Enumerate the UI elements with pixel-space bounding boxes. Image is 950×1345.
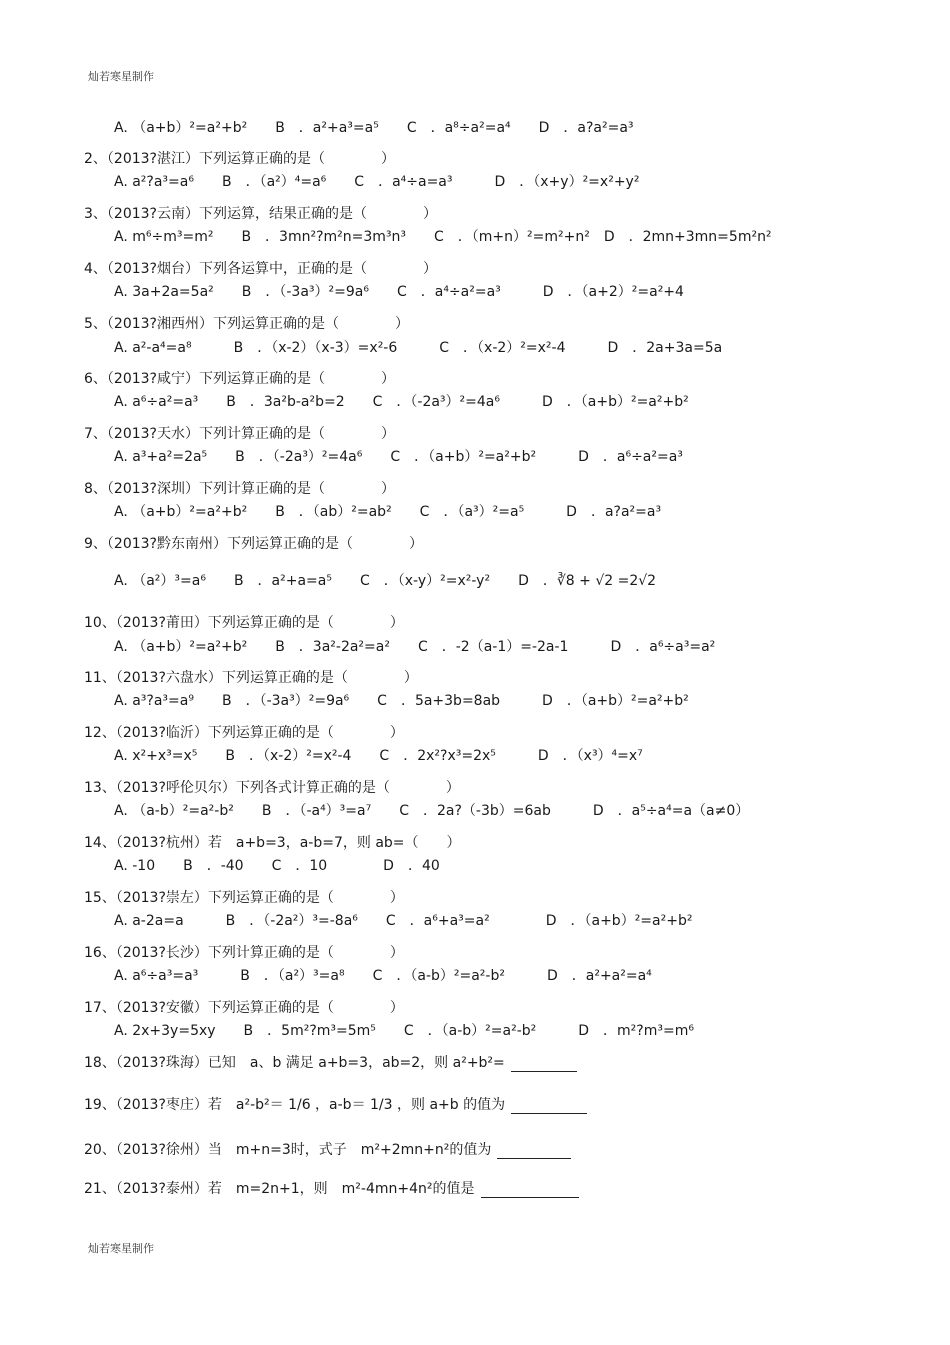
q17-options: A. 2x+3y=5xy B ．5m²?m³=5m⁵ C ．（a-b）²=a²-b² D ．m²?m³=m⁶ [114, 1023, 694, 1039]
q8-stem: 8、（2013?深圳）下列计算正确的是（ ） [84, 481, 395, 497]
q14-stem: 14、（2013?杭州）若 a+b=3，a-b=7，则 ab=（ ） [84, 835, 461, 851]
q15-stem: 15、（2013?崇左）下列运算正确的是（ ） [84, 890, 404, 906]
q20-answer-blank[interactable] [497, 1144, 571, 1159]
watermark-top: 灿若寒星制作 [88, 70, 154, 83]
q10-options: A. （a+b）²=a²+b² B ．3a²-2a²=a² C ．-2（a-1）=-2a-1 D ．a⁶÷a³=a² [114, 639, 716, 655]
watermark-bottom: 灿若寒星制作 [88, 1242, 154, 1255]
q14-options: A. -10 B ．-40 C ．10 D ．40 [114, 858, 440, 874]
q17-stem: 17、（2013?安徽）下列运算正确的是（ ） [84, 1000, 404, 1016]
q18-line [84, 1054, 577, 1072]
q3-options: A. m⁶÷m³=m² B ．3mn²?m²n=3m³n³ C ．（m+n）²=m²+n² D ．2mn+3mn=5m²n² [114, 229, 772, 245]
q10-stem: 10、（2013?莆田）下列运算正确的是（ ） [84, 615, 404, 631]
q18-stem: 18、（2013?珠海）已知 a、b 满足 a+b=3，ab=2，则 a²+b²= [84, 1055, 505, 1071]
q4-options: A. 3a+2a=5a² B ．（-3a³）²=9a⁶ C ．a⁴÷a²=a³ D ．（a+2）²=a²+4 [114, 284, 684, 300]
q19-line [84, 1096, 587, 1114]
q20-line [84, 1141, 571, 1159]
q3-stem: 3、（2013?云南）下列运算，结果正确的是（ ） [84, 206, 437, 222]
q19-stem: 19、（2013?枣庄）若 a²-b²＝ 1/6 ，a-b＝ 1/3 ，则 a+b 的值为 [84, 1097, 506, 1113]
q2-options: A. a²?a³=a⁶ B ．（a²）⁴=a⁶ C ．a⁴÷a=a³ D ．（x+y）²=x²+y² [114, 174, 640, 190]
q15-options: A. a-2a=a B ．（-2a²）³=-8a⁶ C ．a⁶+a³=a² D ．（a+b）²=a²+b² [114, 913, 693, 929]
q20-stem: 20、（2013?徐州）当 m+n=3时，式子 m²+2mn+n²的值为 [84, 1142, 492, 1158]
q18-answer-blank[interactable] [511, 1057, 577, 1072]
q6-options: A. a⁶÷a²=a³ B ．3a²b-a²b=2 C ．（-2a³）²=4a⁶ D ．（a+b）²=a²+b² [114, 394, 689, 410]
q7-options: A. a³+a²=2a⁵ B ．（-2a³）²=4a⁶ C ．（a+b）²=a²+b² D ．a⁶÷a²=a³ [114, 449, 683, 465]
q8-options: A. （a+b）²=a²+b² B ．（ab）²=ab² C ．（a³）²=a⁵ D ．a?a²=a³ [114, 504, 662, 520]
q5-options: A. a²-a⁴=a⁸ B ．（x-2）（x-3）=x²-6 C ．（x-2）²=x²-4 D ．2a+3a=5a [114, 340, 723, 356]
q2-stem: 2、（2013?湛江）下列运算正确的是（ ） [84, 151, 395, 167]
q21-answer-blank[interactable] [481, 1183, 579, 1198]
q16-options: A. a⁶÷a³=a³ B ．（a²）³=a⁸ C ．（a-b）²=a²-b² D ．a²+a²=a⁴ [114, 968, 652, 984]
q16-stem: 16、（2013?长沙）下列计算正确的是（ ） [84, 945, 404, 961]
q6-stem: 6、（2013?咸宁）下列运算正确的是（ ） [84, 371, 395, 387]
q21-stem: 21、（2013?泰州）若 m=2n+1，则 m²-4mn+4n²的值是 [84, 1181, 475, 1197]
q12-stem: 12、（2013?临沂）下列运算正确的是（ ） [84, 725, 404, 741]
q13-options: A. （a-b）²=a²-b² B ．（-a⁴）³=a⁷ C ．2a?（-3b）=6ab D ．a⁵÷a⁴=a（a≠0） [114, 803, 750, 819]
q1-options: A. （a+b）²=a²+b² B ．a²+a³=a⁵ C ．a⁸÷a²=a⁴ D ．a?a²=a³ [114, 120, 634, 136]
q9-stem: 9、（2013?黔东南州）下列运算正确的是（ ） [84, 536, 423, 552]
q11-stem: 11、（2013?六盘水）下列运算正确的是（ ） [84, 670, 418, 686]
q7-stem: 7、（2013?天水）下列计算正确的是（ ） [84, 426, 395, 442]
q11-options: A. a³?a³=a⁹ B ．（-3a³）²=9a⁶ C ．5a+3b=8ab D ．（a+b）²=a²+b² [114, 693, 689, 709]
q9-options: A. （a²）³=a⁶ B ．a²+a=a⁵ C ．（x-y）²=x²-y² D ．∛8 + √2 =2√2 [114, 573, 657, 589]
q5-stem: 5、（2013?湘西州）下列运算正确的是（ ） [84, 316, 409, 332]
q12-options: A. x²+x³=x⁵ B ．（x-2）²=x²-4 C ．2x²?x³=2x⁵ D ．（x³）⁴=x⁷ [114, 748, 643, 764]
q13-stem: 13、（2013?呼伦贝尔）下列各式计算正确的是（ ） [84, 780, 460, 796]
q21-line [84, 1180, 579, 1198]
q4-stem: 4、（2013?烟台）下列各运算中，正确的是（ ） [84, 261, 437, 277]
q19-answer-blank[interactable] [511, 1099, 587, 1114]
